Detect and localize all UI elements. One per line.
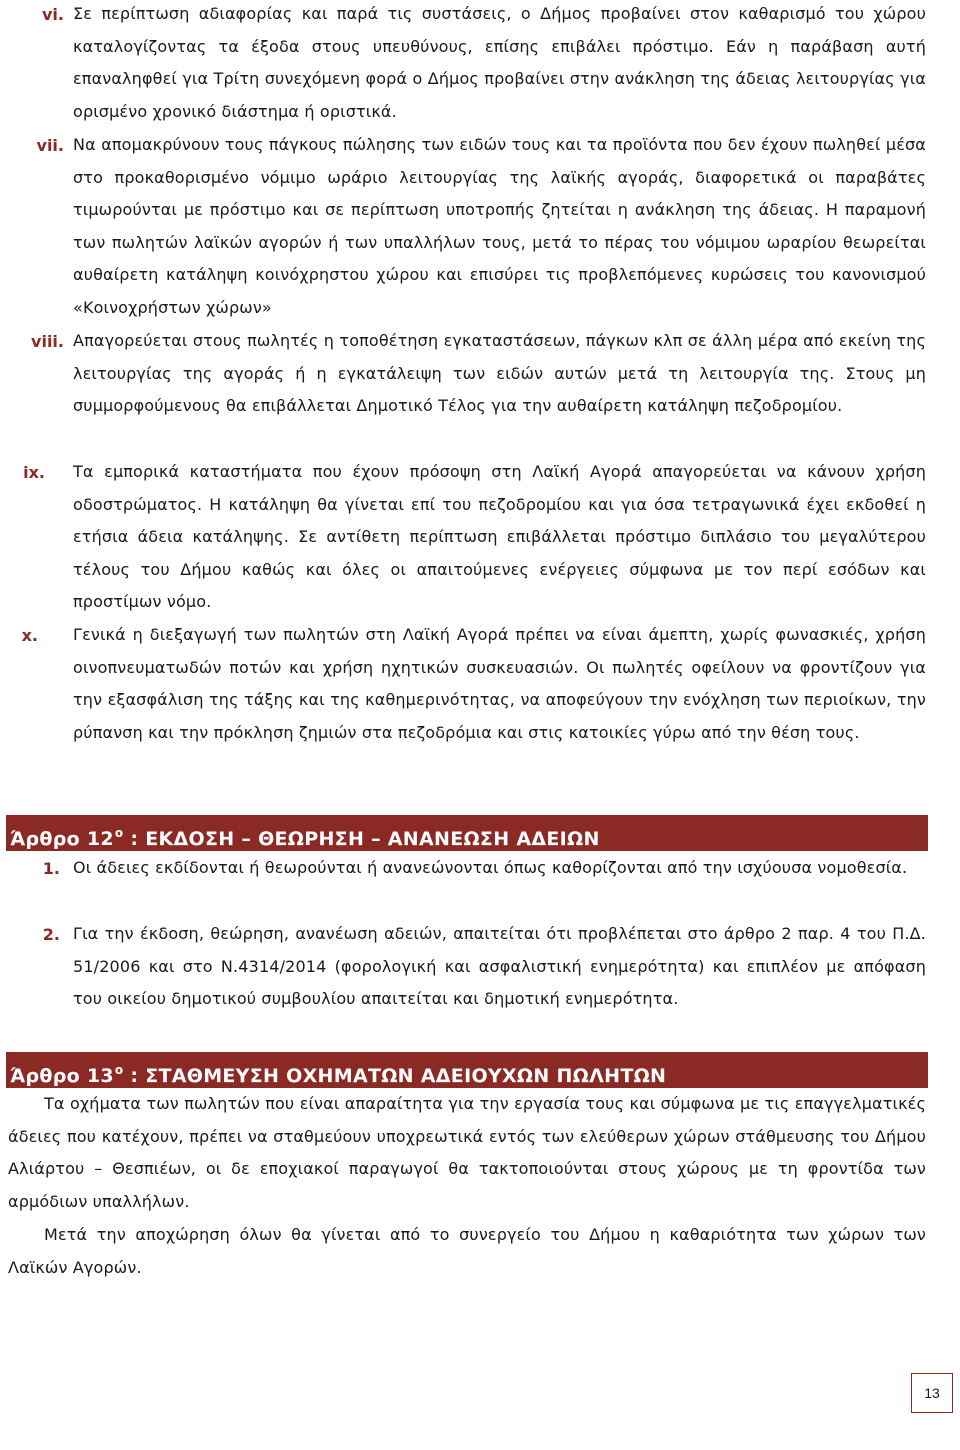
list-marker: x. <box>21 626 38 645</box>
list-item-text: Οι άδειες εκδίδονται ή θεωρούνται ή ανανεώνονται όπως καθορίζονται από την ισχύουσα νομοθεσία. <box>73 858 908 877</box>
list-marker: vii. <box>36 136 64 155</box>
page-number: 13 <box>911 1373 953 1413</box>
list-item-text: Απαγορεύεται στους πωλητές η τοποθέτηση εγκαταστάσεων, πάγκων κλπ σε άλλη μέρα από εκείνη της λειτουργίας της αγοράς ή η εγκατάλειψη των ειδών αυτών μετά τη λειτουργία της. Στους μη συμμορφούμενους θα επιβάλλεται Δημοτικό Τέλος για την αυθαίρετη κατάληψη πεζοδρομίου. <box>73 331 926 416</box>
list-marker: 1. <box>42 859 60 878</box>
article-12-title: : ΕΚΔΟΣΗ – ΘΕΩΡΗΣΗ – ΑΝΑΝΕΩΣΗ ΑΔΕΙΩΝ <box>130 828 600 850</box>
article-13-paragraph-1: Τα οχήματα των πωλητών που είναι απαραίτητα για την εργασία τους και σύμφωνα με τις επαγγελματικές άδειες που κατέχουν, πρέπει να σταθμεύουν υποχρεωτικά εντός των ελεύθερων χώρων στάθμευσης του Δήμου Αλιάρτου – Θεσπιέων, οι δε εποχιακοί παραγωγοί θα τακτοποιούνται στους χώρους με τη φροντίδα των αρμόδιων υπαλλήλων. <box>8 1094 926 1211</box>
article-13-ordinal: ο <box>114 1063 124 1077</box>
article-12-heading <box>6 815 928 851</box>
article-13-heading <box>6 1052 928 1088</box>
list-item-text: Τα εμπορικά καταστήματα που έχουν πρόσοψη στη Λαϊκή Αγορά απαγορεύεται να κάνουν χρήση οδοστρώματος. Η κατάληψη θα γίνεται επί του πεζοδρομίου και για όσα τετραγωνικά έχει εκδοθεί η ετήσια άδεια κατάληψης. Σε αντίθετη περίπτωση επιβάλλεται πρόστιμο διπλάσιο του μεγαλύτερου τέλους του Δήμου καθώς και όλες οι απαιτούμενες ενέργειες σύμφωνα με τον περί εσόδων και προστίμων νόμο. <box>73 462 926 612</box>
list-item-text: Να απομακρύνουν τους πάγκους πώλησης των ειδών τους και τα προϊόντα που δεν έχουν πωληθεί μέσα στο προκαθορισμένο νόμιμο ωράριο λειτουργίας της λαϊκής αγοράς, διαφορετικά οι παραβάτες τιμωρούνται με πρόστιμο και σε περίπτωση υποτροπής ζητείται η ανάκληση της άδειας. Η παραμονή των πωλητών λαϊκών αγορών ή των υπαλλήλων τους, μετά το πέρας του νόμιμου ωραρίου θεωρείται αυθαίρετη κατάληψη κοινόχρηστου χώρου και επισύρει τις προβλεπόμενες κυρώσεις του κανονισμού «Κοινοχρήστων χώρων» <box>73 135 926 317</box>
list-item-text: Γενικά η διεξαγωγή των πωλητών στη Λαϊκή Αγορά πρέπει να είναι άμεπτη, χωρίς φωνασκιές, χρήση οινοπνευματωδών ποτών και χρήση ηχητικών συσκευασιών. Οι πωλητές οφείλουν να φροντίζουν για την εξασφάλιση της τάξης και της καθημερινότητας, να αποφεύγουν την ενόχληση των περιοίκων, την ρύπανση και την πρόκληση ζημιών στα πεζοδρόμια και στις κατοικίες γύρω από την θέση τους. <box>73 625 926 742</box>
article-13-title: : ΣΤΑΘΜΕΥΣΗ ΟΧΗΜΑΤΩΝ ΑΔΕΙΟΥΧΩΝ ΠΩΛΗΤΩΝ <box>130 1065 667 1087</box>
article-13-paragraph-2: Μετά την αποχώρηση όλων θα γίνεται από το συνεργείο του Δήμου η καθαριότητα των χώρων των Λαϊκών Αγορών. <box>8 1225 926 1277</box>
list-marker: viii. <box>31 332 64 351</box>
list-marker: ix. <box>23 463 45 482</box>
list-item-text: Για την έκδοση, θεώρηση, ανανέωση αδειών, απαιτείται ότι προβλέπεται στο άρθρο 2 παρ. 4 του Π.Δ. 51/2006 και στο Ν.4314/2014 (φορολογική και ασφαλιστική ενημερότητα) και επιπλέον με απόφαση του οικείου δημοτικού συμβουλίου απαιτείται και δημοτική ενημερότητα. <box>73 924 926 1009</box>
list-marker: vi. <box>42 5 64 24</box>
article-12-ordinal: ο <box>114 826 124 840</box>
article-12-prefix: Άρθρο 12 <box>10 828 114 850</box>
list-item-text: Σε περίπτωση αδιαφορίας και παρά τις συστάσεις, ο Δήμος προβαίνει στον καθαρισμό του χώρου καταλογίζοντας τα έξοδα στους υπευθύνους, επίσης επιβάλει πρόστιμο. Εάν η παράβαση αυτή επαναληφθεί για Τρίτη συνεχόμενη φορά ο Δήμος προβαίνει στην ανάκληση της άδειας λειτουργίας για ορισμένο χρονικό διάστημα ή οριστικά. <box>73 4 926 121</box>
article-13-prefix: Άρθρο 13 <box>10 1065 114 1087</box>
list-marker: 2. <box>42 925 60 944</box>
